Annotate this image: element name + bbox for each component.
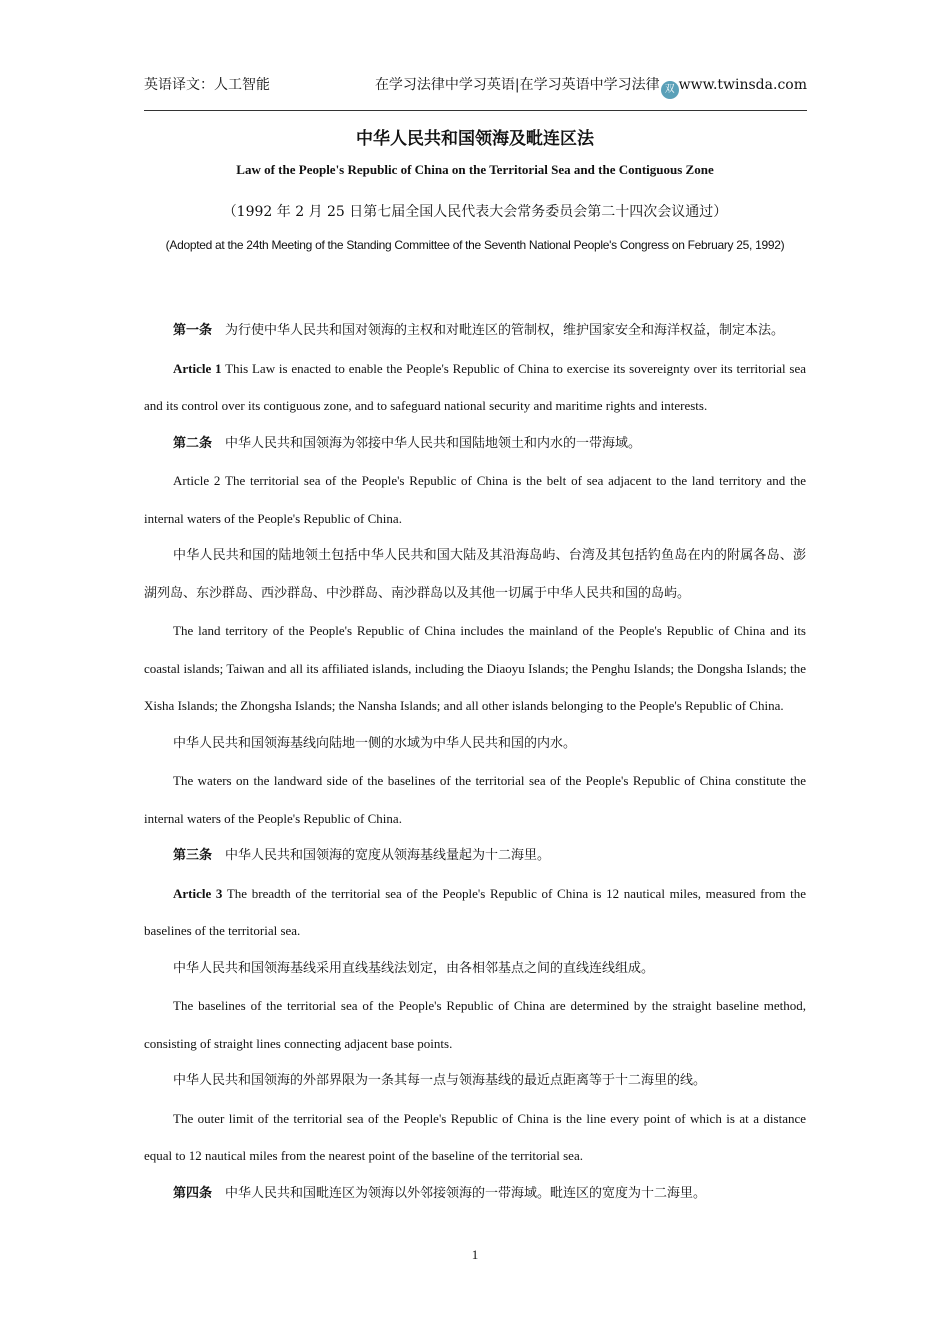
article-2-zh	[144, 425, 806, 463]
paragraph-text: Article 2 The territorial sea of the People's Republic of China is the belt of sea adjacent to the land territory and the internal waters of the People's Republic of China.	[144, 473, 806, 526]
article-3-en	[144, 875, 806, 950]
article-3-zh	[144, 837, 806, 875]
article-2-en	[144, 462, 806, 537]
paragraph-text: 中华人民共和国领海为邻接中华人民共和国陆地领土和内水的一带海域。	[212, 435, 642, 451]
paragraph-en	[144, 762, 806, 837]
header-site-link[interactable]: www.twinsda.com	[678, 77, 807, 93]
paragraph-en	[144, 1100, 806, 1175]
paragraph-text: The land territory of the People's Republic of China includes the mainland of the People's Republic of China and its coastal islands; Taiwan and all its affiliated islands, including the Diaoyu Islands; the Penghu Islands; the Dongsha Islands; the Xisha Islands; the Zhongsha Islands; the Nansha Islands; and all other islands belonging to the People's Republic of China.	[144, 623, 806, 713]
paragraph-zh	[144, 950, 806, 988]
paragraph-text: 中华人民共和国毗连区为领海以外邻接领海的一带海域。毗连区的宽度为十二海里。	[212, 1185, 707, 1201]
paragraph-text: 中华人民共和国领海基线向陆地一侧的水域为中华人民共和国的内水。	[173, 735, 577, 751]
paragraph-en	[144, 612, 806, 725]
paragraph-text: 为行使中华人民共和国对领海的主权和对毗连区的管制权，维护国家安全和海洋权益，制定本法。	[212, 323, 785, 338]
paragraph-text: 中华人民共和国的陆地领土包括中华人民共和国大陆及其沿海岛屿、台湾及其包括钓鱼岛在内的附属各岛、澎湖列岛、东沙群岛、西沙群岛、中沙群岛、南沙群岛以及其他一切属于中华人民共和国的岛屿。	[144, 548, 806, 601]
article-number: Article 1	[173, 360, 222, 376]
article-1-zh	[144, 312, 806, 350]
paragraph-zh	[144, 537, 806, 612]
paragraph-en	[144, 987, 806, 1062]
article-1-en	[144, 350, 806, 425]
document-title: 中华人民共和国领海及毗连区法	[356, 129, 594, 149]
article-number: Article 3	[173, 885, 223, 901]
document-title-en: Law of the People's Republic of China on the Territorial Sea and the Contiguous Zone	[236, 162, 714, 177]
adoption-note-en: (Adopted at the 24th Meeting of the Standing Committee of the Seventh National People's Congress on February 25, 1992)	[165, 238, 785, 252]
article-number: 第一条	[173, 323, 213, 338]
paragraph-text: This Law is enacted to enable the People's Republic of China to exercise its sovereignty over its territorial sea and its control over its contiguous zone, and to safeguard national security and maritime rights and interests.	[144, 360, 806, 413]
paragraph-text: The baselines of the territorial sea of the People's Republic of China are determined by the straight baseline method, consisting of straight lines connecting adjacent base points.	[144, 998, 806, 1051]
header-slogan: 在学习法律中学习英语|在学习英语中学习法律	[374, 77, 660, 93]
header-right	[375, 74, 807, 99]
paragraph-text: The outer limit of the territorial sea of the People's Republic of China is the line every point of which is at a distance equal to 12 nautical miles from the nearest point of the baseline of the territorial sea.	[144, 1110, 806, 1163]
paragraph-text: 中华人民共和国领海的宽度从领海基线量起为十二海里。	[212, 848, 551, 863]
article-number: 第三条	[173, 848, 213, 863]
paragraph-text: 中华人民共和国领海基线采用直线基线法划定，由各相邻基点之间的直线连线组成。	[173, 960, 655, 976]
paragraph-zh	[144, 725, 806, 763]
article-number: 第四条	[173, 1185, 213, 1201]
article-4-zh	[144, 1175, 806, 1213]
header-left-text: 英语译文：人工智能	[144, 77, 270, 93]
adoption-note: （1992 年 2 月 25 日第七届全国人民代表大会常务委员会第二十四次会议通过）	[222, 204, 728, 220]
document-body	[144, 312, 806, 1212]
article-number: 第二条	[173, 435, 213, 451]
paragraph-text: The waters on the landward side of the baselines of the territorial sea of the People's Republic of China constitute the internal waters of the People's Republic of China.	[144, 773, 806, 826]
paragraph-text: The breadth of the territorial sea of the People's Republic of China is 12 nautical miles, measured from the baselines of the territorial sea.	[144, 885, 806, 938]
twinsda-logo-icon: 双	[661, 81, 679, 99]
page-header	[144, 72, 807, 111]
paragraph-zh	[144, 1062, 806, 1100]
paragraph-text: 中华人民共和国领海的外部界限为一条其每一点与领海基线的最近点距离等于十二海里的线。	[173, 1073, 707, 1088]
page-number: 1	[471, 1247, 479, 1262]
